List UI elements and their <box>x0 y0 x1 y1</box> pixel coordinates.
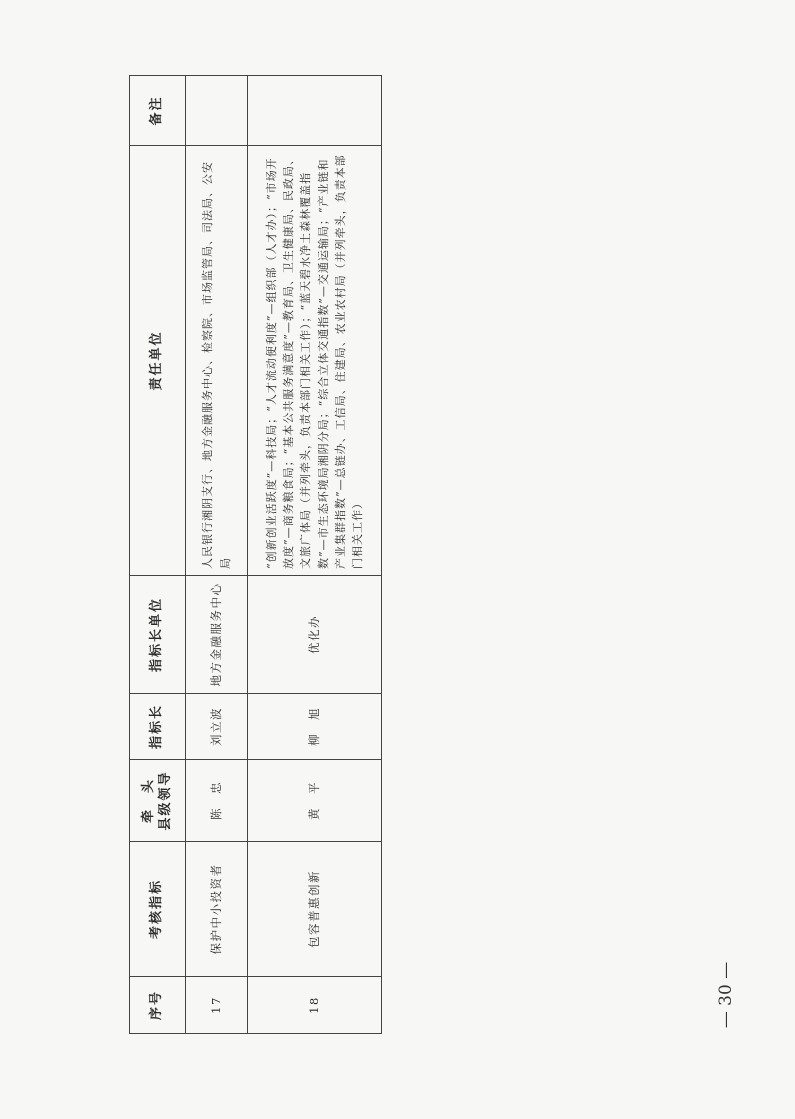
header-indicator: 考核指标 <box>130 842 186 977</box>
cell-chief-unit: 地方金融服务中心 <box>186 576 248 694</box>
cell-chief-unit: 优化办 <box>248 576 382 694</box>
cell-duty-unit: 人民银行湘阴支行、地方金融服务中心、检察院、市场监管局、司法局、公安局 <box>186 146 248 576</box>
cell-leader: 黄 平 <box>248 760 382 842</box>
cell-leader: 陈 忠 <box>186 760 248 842</box>
header-no: 序号 <box>130 977 186 1034</box>
cell-remark <box>186 76 248 146</box>
cell-indicator: 保护中小投资者 <box>186 842 248 977</box>
header-duty-unit: 责任单位 <box>130 146 186 576</box>
cell-indicator: 包容普惠创新 <box>248 842 382 977</box>
cell-chief: 柳 旭 <box>248 694 382 760</box>
table-row <box>248 76 382 1034</box>
header-chief: 指标长 <box>130 694 186 760</box>
table-row <box>186 76 248 1034</box>
cell-duty-unit: “创新创业活跃度”—科技局；“人才流动便利度”—组织部（人才办）；“市场开放度”—商务粮食局；“基本公共服务满意度”—教育局、卫生健康局、民政局、文旅广体局（并列牵头，负责本部门相关工作）；“蓝天碧水净土森林覆盖指数”—市生态环境局湘阴分局；“综合立体交通指数”—交通运输局；“产业链和产业集群指数”—总链办、工信局、住建局、农业农村局（并列牵头，负责本部门相关工作） <box>248 146 382 576</box>
header-leader: 牵 头 县级领导 <box>130 760 186 842</box>
cell-chief: 刘立波 <box>186 694 248 760</box>
cell-no: 18 <box>248 977 382 1034</box>
cell-remark <box>248 76 382 146</box>
page-number <box>691 961 761 1029</box>
rotated-table-wrapper <box>129 76 381 1034</box>
page-number-text: — 30 — <box>716 961 736 1029</box>
header-remark: 备注 <box>130 76 186 146</box>
cell-no: 17 <box>186 977 248 1034</box>
assessment-table <box>129 75 382 1034</box>
header-chief-unit: 指标长单位 <box>130 576 186 694</box>
table-header-row <box>130 76 186 1034</box>
